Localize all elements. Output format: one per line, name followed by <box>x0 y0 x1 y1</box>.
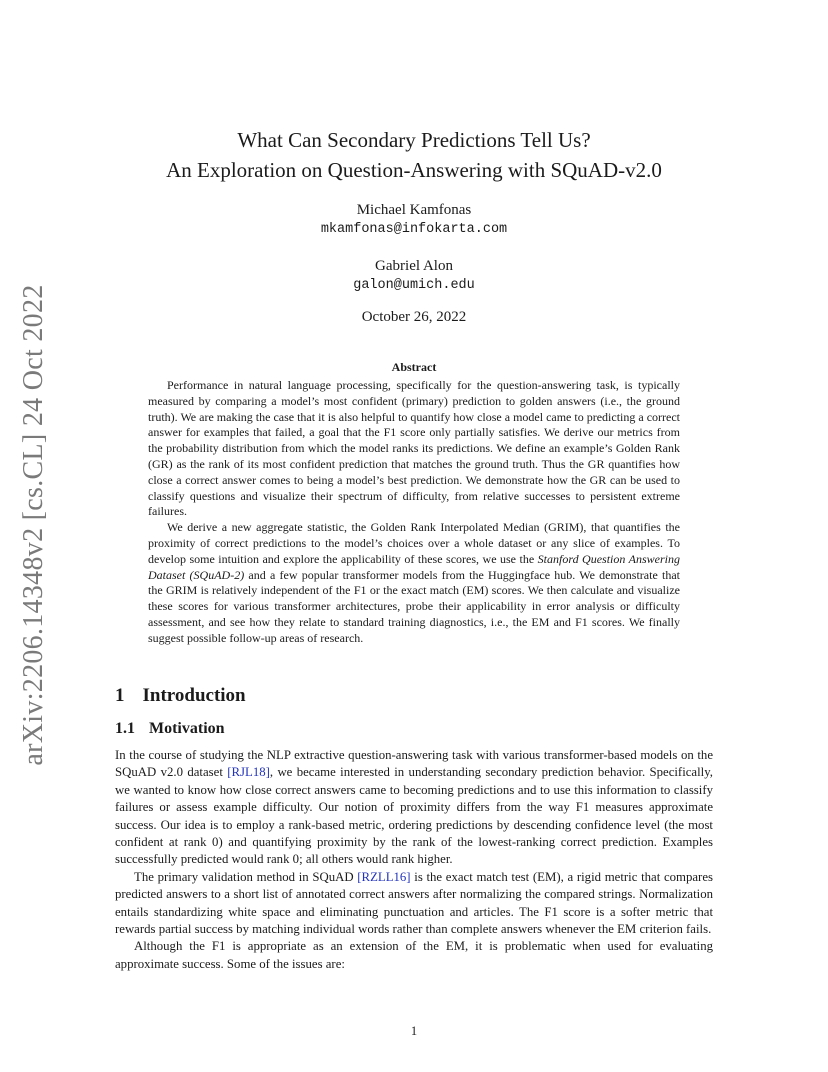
abstract-text: and a few popular transformer models from the Huggingface hub. We demonstrate that the GRIM is relatively independent of the F1 or the exact match (EM) scores. We then calculate and visualize these scores for various transformer architectures, probe their applicability in error analysis or difficulty assessment, and see how they relate to standard training diagnostics, i.e., the EM and F1 scores. We finally suggest possible follow-up areas of research. <box>148 567 681 645</box>
abstract-paragraph-1: Performance in natural language processing, specifically for the question-answering task, is typically measured by comparing a model’s most confident (primary) prediction to golden answers (i.e., the ground truth). We are making the case that it is also helpful to quantify how close a model came to predicting a correct answer for examples that failed, a goal that the F1 score only partially satisfies. We derive our metrics from the probability distribution from which the model ranks its predictions. We define an example’s Golden Rank (GR) as the rank of its most confident prediction that matches the ground truth. Thus the GR quantifies how close a correct answer comes to being a model’s best prediction. We demonstrate how the GR can be used to classify questions and visualize their spectrum of difficulty, from relative successes to persistent extreme failures. <box>148 378 680 519</box>
paper-title-line-2: An Exploration on Question-Answering with SQuAD-v2.0 <box>166 158 662 182</box>
page-number: 1 <box>410 1024 418 1038</box>
author-name: Michael Kamfonas <box>356 202 472 218</box>
dataset-name: Stanford Question Answering Dataset (SQuAD-2) <box>148 551 681 582</box>
author-email[interactable]: galon@umich.edu <box>353 278 475 293</box>
subsection-number: 1.1 <box>115 720 135 737</box>
body-text-span: In the course of studying the NLP extractive question-answering task with various transformer-based models on the SQuAD v2.0 dataset <box>115 748 713 780</box>
section-title: Introduction <box>142 685 246 706</box>
author-email[interactable]: mkamfonas@infokarta.com <box>320 222 508 237</box>
abstract-paragraph-2 <box>148 520 680 646</box>
body-paragraph-1 <box>115 747 713 869</box>
citation-link[interactable]: [RZLL16] <box>357 869 411 884</box>
section-heading-introduction <box>115 685 246 707</box>
abstract <box>148 378 680 647</box>
body-paragraph-3: Although the F1 is appropriate as an extension of the EM, it is problematic when used for evaluating approximate success. Some of the issues are: <box>115 939 713 971</box>
body-text-span: is the exact match test (EM), a rigid metric that compares predicted answers to a short list of annotated correct answers after normalizing the compared strings. Normalization entails standardizing white space and eliminating punctuation and articles. The F1 score is a softer metric that rewards partial success by matching individual words rather than complete answers whenever the EM criterion fails. <box>115 869 713 937</box>
body-text-span: The primary validation method in SQuAD <box>134 869 358 884</box>
section-number: 1 <box>115 685 125 706</box>
citation-link[interactable]: [RJL18] <box>227 765 270 780</box>
body-text-span: , we became interested in understanding secondary prediction behavior. Specifically, we wanted to know how close correct answers came to becoming predictions and to use this information to classify failures or assess example difficulty. Our notion of proximity differs from the way F1 measures approximate success. Our idea is to employ a rank-based metric, ordering predictions by descending confidence level (the most confident at rank 0) and quantifying proximity by the rank of the lowest-ranking correct prediction. Examples successfully predicted would rank 0; all others would rank higher. <box>115 765 713 867</box>
subsection-title: Motivation <box>149 720 225 737</box>
abstract-heading: Abstract <box>391 360 437 374</box>
paper-title-line-1: What Can Secondary Predictions Tell Us? <box>237 128 591 152</box>
body-paragraph-2 <box>115 869 713 939</box>
body-text <box>115 747 713 973</box>
arxiv-identifier: arXiv:2206.14348v2 [cs.CL] 24 Oct 2022 <box>18 284 49 766</box>
abstract-text: We derive a new aggregate statistic, the Golden Rank Interpolated Median (GRIM), that quantifies the proximity of correct predictions to the model’s choices over a whole dataset or any slice of examples. To develop some intuition and explore the applicability of these scores, we use the <box>148 520 680 566</box>
author-name: Gabriel Alon <box>375 258 453 274</box>
publication-date: October 26, 2022 <box>361 309 467 325</box>
subsection-heading-motivation <box>115 720 225 738</box>
